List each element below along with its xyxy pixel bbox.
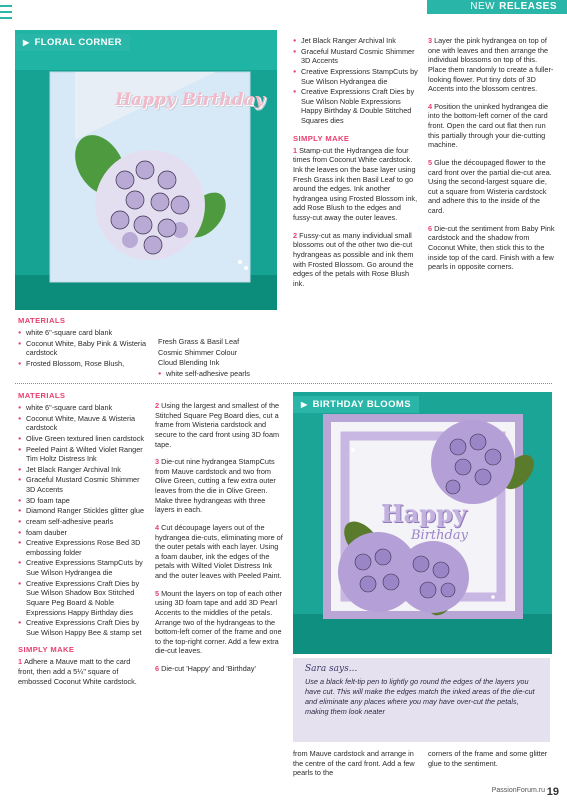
section-divider bbox=[15, 383, 552, 384]
floral-corner-tag bbox=[15, 34, 130, 51]
watermark: PassionForum.ru bbox=[491, 787, 545, 794]
birthday-blooms-col4 bbox=[428, 749, 553, 776]
tip-box bbox=[293, 658, 550, 742]
step-paragraph: 6 Die-cut the sentiment from Baby Pink cardstock and the shadow from Coconut White, then stick this to the inside top of the card. Finish with a few pearls in opposite corners. bbox=[428, 223, 555, 272]
material-item: ● cream self-adhesive pearls bbox=[18, 517, 146, 527]
step-paragraph: 1 Stamp-cut the Hydrangea die four times from Coconut White cardstock. Ink the leaves on the base layer using Fresh Grass ink then Basil Leaf to go around the edges. Ink another hydrangea using Frosted Blossom ink, add Rose Blush to the edges and fussy-cut away the outer leaves. bbox=[293, 145, 418, 223]
step-paragraph: corners of the frame and some glitter glue to the sentiment. bbox=[428, 749, 548, 768]
birthday-blooms-sentiment-birthday: Birthday bbox=[411, 528, 468, 543]
birthday-blooms-col2 bbox=[155, 401, 283, 682]
step-paragraph: 1 Adhere a Mauve matt to the card front, then add a 5¼" square of embossed Coconut White cardstock. bbox=[18, 657, 137, 686]
material-item: ● Creative Expressions StampCuts by Sue Wilson Hydrangea die bbox=[18, 558, 146, 577]
floral-corner-sentiment: Happy Birthday bbox=[115, 90, 265, 110]
material-item: Fresh Grass & Basil Leaf bbox=[158, 337, 240, 347]
material-item: ● Creative Expressions Craft Dies by Sue Wilson Noble Expressions Happy Birthday & Double Stitched Squares dies bbox=[293, 87, 420, 126]
birthday-blooms-sentiment-happy: Happy bbox=[381, 499, 467, 528]
step-paragraph: 2 Fussy-cut as many individual small blossoms out of the other two die-cut hydrangeas as possible and ink them with Frosted Blossom. Go around the edges of the petals with Rose Blush ink. bbox=[293, 230, 414, 288]
step-paragraph: 4 Position the uninked hydrangea die into the bottom-left corner of the card front. Open the card out flat then run this partially through your die-cutting machine. bbox=[428, 101, 549, 150]
floral-corner-card-illustration bbox=[15, 30, 277, 310]
floral-corner-materials bbox=[18, 316, 278, 380]
material-item: ● foam dauber bbox=[18, 528, 146, 538]
step-paragraph: from Mauve cardstock and arrange in the centre of the card front. Add a few pearls to the bbox=[293, 749, 415, 778]
step-paragraph: 5 Glue the découpaged flower to the card front over the partial die-cut area. Using the second-largest square die, cut a square from Wisteria cardstock and adhere this to the inside of the card. bbox=[428, 157, 552, 215]
material-item: Cosmic Shimmer Colour bbox=[158, 347, 238, 357]
material-item: ● Creative Expressions StampCuts by Sue Wilson Hydrangea die bbox=[293, 67, 420, 86]
birthday-blooms-tag bbox=[293, 396, 419, 413]
materials-list-b bbox=[158, 328, 278, 380]
page-number: 19 bbox=[546, 786, 559, 798]
material-item: ● Creative Expressions Rose Bed 3D embossing folder bbox=[18, 538, 146, 557]
materials-list-a bbox=[18, 328, 148, 380]
materials-list bbox=[18, 403, 146, 637]
floral-corner-tag-label: FLORAL CORNER bbox=[34, 37, 122, 48]
tag-arrow-icon: ▶ bbox=[301, 400, 308, 409]
tip-text: Use a black felt-tip pen to lightly go round the edges of the layers you have cut. This will make the edges match the inked areas of the die-cut and eliminate any places where you may have over-cut the petals, making them look neater bbox=[305, 677, 535, 716]
birthday-blooms-tag-label: BIRTHDAY BLOOMS bbox=[312, 399, 411, 410]
floral-corner-col2 bbox=[293, 36, 420, 296]
material-item: ● Jet Black Ranger Archival Ink bbox=[18, 465, 146, 475]
materials-heading: MATERIALS bbox=[18, 391, 66, 400]
banner-title: RELEASES bbox=[499, 1, 557, 12]
step-paragraph: 3 Layer the pink hydrangea on top of one with leaves and then arrange the individual blossoms on top of this. Place them randomly to create a fuller-looking flower. Put tiny dots of 3D Accents into the blossom centres. bbox=[428, 36, 554, 94]
tag-arrow-icon: ▶ bbox=[23, 38, 30, 47]
material-item: ● white self-adhesive pearls bbox=[158, 369, 278, 379]
materials-list-c bbox=[293, 36, 420, 126]
birthday-blooms-col3 bbox=[293, 749, 418, 786]
floral-corner-photo bbox=[15, 30, 277, 310]
simply-make-heading: SIMPLY MAKE bbox=[18, 645, 75, 655]
birthday-blooms-photo bbox=[293, 392, 552, 654]
material-item: ● Peeled Paint & Wilted Violet Ranger Tim Holtz Distress Ink bbox=[18, 445, 146, 464]
material-item: ● Creative Expressions Craft Dies by Sue Wilson Happy Bee & stamp set bbox=[18, 618, 146, 637]
materials-heading: MATERIALS bbox=[18, 316, 66, 325]
material-item: ● Graceful Mustard Cosmic Shimmer 3D Accents bbox=[293, 47, 420, 66]
material-item: ● Creative Expressions Craft Dies by Sue Wilson Shadow Box Stitched Square Peg Board & Noble Expressions Happy Birthday dies bbox=[18, 579, 146, 618]
material-item: ● 3D foam tape bbox=[18, 496, 146, 506]
material-item: Cloud Blending Ink bbox=[158, 358, 220, 368]
material-item: ● Coconut White, Mauve & Wisteria cardstock bbox=[18, 414, 146, 433]
material-item: ● Frosted Blossom, Rose Blush, bbox=[18, 359, 148, 369]
material-item: ● Graceful Mustard Cosmic Shimmer 3D Accents bbox=[18, 475, 146, 494]
simply-make-heading: SIMPLY MAKE bbox=[293, 133, 350, 143]
birthday-blooms-col1 bbox=[18, 391, 146, 694]
tip-author: Sara says... bbox=[305, 664, 358, 674]
step-paragraph: 3 Die-cut nine hydrangea StampCuts from Mauve cardstock and two from Olive Green, cutting a few extra outer leaves from the die in Olive Green. Make three hydrangeas with three layers in each. bbox=[155, 457, 276, 515]
section-banner bbox=[427, 0, 567, 14]
material-item: ● white 6"-square card blank bbox=[18, 328, 148, 338]
material-item: ● Olive Green textured linen cardstock bbox=[18, 434, 146, 444]
step-paragraph: 4 Cut découpage layers out of the hydrangea die-cuts, eliminating more of the outer petals with each layer. Using a foam dauber, ink the edges of the petals with Wilted Violet Distress Ink and the outer leaves with Peeled Paint. bbox=[155, 522, 283, 580]
material-item: ● white 6"-square card blank bbox=[18, 403, 146, 413]
material-item: ● Jet Black Ranger Archival Ink bbox=[293, 36, 420, 46]
step-paragraph: 2 Using the largest and smallest of the Stitched Square Peg Board dies, cut a frame from Wisteria cardstock and secure to the card front using 3D foam tape. bbox=[155, 401, 280, 449]
material-item: ● Coconut White, Baby Pink & Wisteria cardstock bbox=[18, 339, 148, 358]
step-paragraph: 5 Mount the layers on top of each other using 3D foam tape and add 3D Pearl Accents to the middles of the petals. Arrange two of the hydrangeas to the bottom-left corner of the frame and one to the top-right corner. Add a few extra die-cut leaves. bbox=[155, 588, 282, 656]
floral-corner-col3 bbox=[428, 36, 555, 280]
step-paragraph: 6 Die-cut 'Happy' and 'Birthday' bbox=[155, 664, 256, 673]
material-item: ● Diamond Ranger Stickles glitter glue bbox=[18, 506, 146, 516]
banner-prefix: NEW bbox=[470, 1, 496, 12]
